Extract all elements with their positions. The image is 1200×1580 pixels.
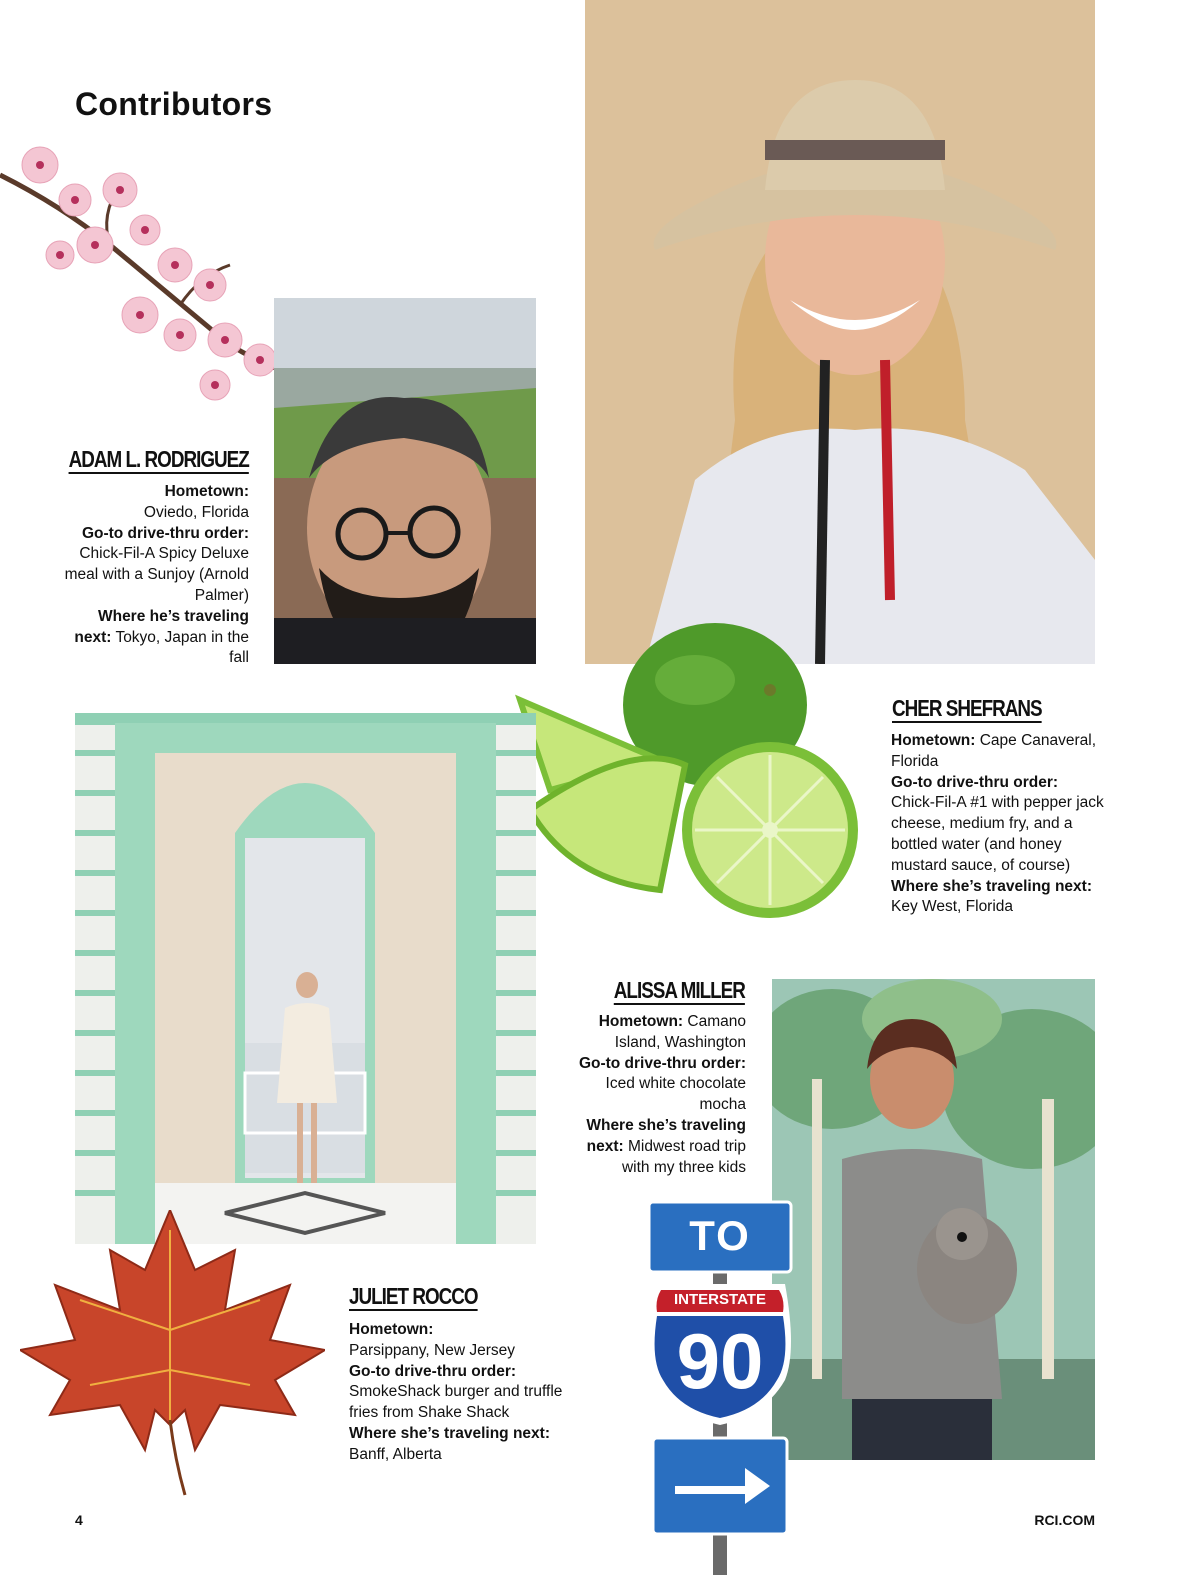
next-label: Where she’s traveling next: <box>586 1116 746 1155</box>
hometown-value: Cape Canaveral, Florida <box>891 732 1097 770</box>
hometown-label: Hometown: <box>349 1321 434 1338</box>
sign-top-label: TO <box>689 1212 751 1259</box>
next-value: Midwest road trip with my three kids <box>621 1137 746 1176</box>
contributor-name-alissa: ALISSA MILLER <box>613 977 745 1003</box>
contributor-name-adam: ADAM L. RODRIGUEZ <box>68 446 249 472</box>
contributor-bio-alissa <box>576 1012 746 1178</box>
order-label: Go-to drive-thru order: <box>81 524 249 542</box>
order-label: Go-to drive-thru order: <box>349 1362 517 1380</box>
hometown-label: Hometown: <box>598 1013 684 1030</box>
next-label: Where she’s traveling next: <box>349 1424 550 1442</box>
juliet-rocco-photo <box>75 713 536 1244</box>
page-number: 4 <box>75 1512 83 1528</box>
next-label: Where she’s traveling next: <box>891 877 1092 895</box>
order-value: SmokeShack burger and truffle fries from Shake Shack <box>349 1383 563 1422</box>
hometown-label: Hometown: <box>164 483 249 500</box>
contributor-bio-juliet <box>349 1320 589 1466</box>
cher-shefrans-photo <box>585 0 1095 664</box>
hometown-value: Parsippany, New Jersey <box>349 1341 515 1359</box>
interstate-sign-illustration <box>645 1200 795 1575</box>
alissa-miller-photo <box>772 979 1095 1460</box>
next-value: Banff, Alberta <box>349 1445 442 1463</box>
hometown-value: Oviedo, Florida <box>143 503 249 521</box>
sign-shield-band: INTERSTATE <box>674 1291 766 1308</box>
next-value: Tokyo, Japan in the fall <box>115 628 249 667</box>
next-label: Where he’s traveling next: <box>74 607 249 646</box>
contributor-bio-adam <box>59 482 249 669</box>
contributor-bio-cher <box>891 731 1111 918</box>
contributor-name-juliet: JULIET ROCCO <box>349 1283 478 1309</box>
order-value: Iced white chocolate mocha <box>605 1075 746 1114</box>
site-url: RCI.COM <box>1034 1512 1095 1528</box>
adam-rodriguez-photo <box>274 298 536 664</box>
order-label: Go-to drive-thru order: <box>578 1054 746 1072</box>
order-value: Chick-Fil-A Spicy Deluxe meal with a Sunjoy (Arnold Palmer) <box>64 545 249 604</box>
contributor-name-cher: CHER SHEFRANS <box>892 695 1042 721</box>
hometown-label: Hometown: <box>891 732 976 749</box>
next-value: Key West, Florida <box>891 898 1014 916</box>
page-title: Contributors <box>75 86 273 122</box>
order-label: Go-to drive-thru order: <box>891 773 1059 791</box>
limes-illustration <box>510 620 865 925</box>
hometown-value: Camano Island, Washington <box>614 1013 746 1051</box>
sign-shield-number: 90 <box>676 1317 764 1405</box>
order-value: Chick-Fil-A #1 with pepper jack cheese, medium fry, and a bottled water (and honey mustard sauce, of course) <box>891 794 1104 874</box>
maple-leaf-illustration <box>20 1210 325 1500</box>
